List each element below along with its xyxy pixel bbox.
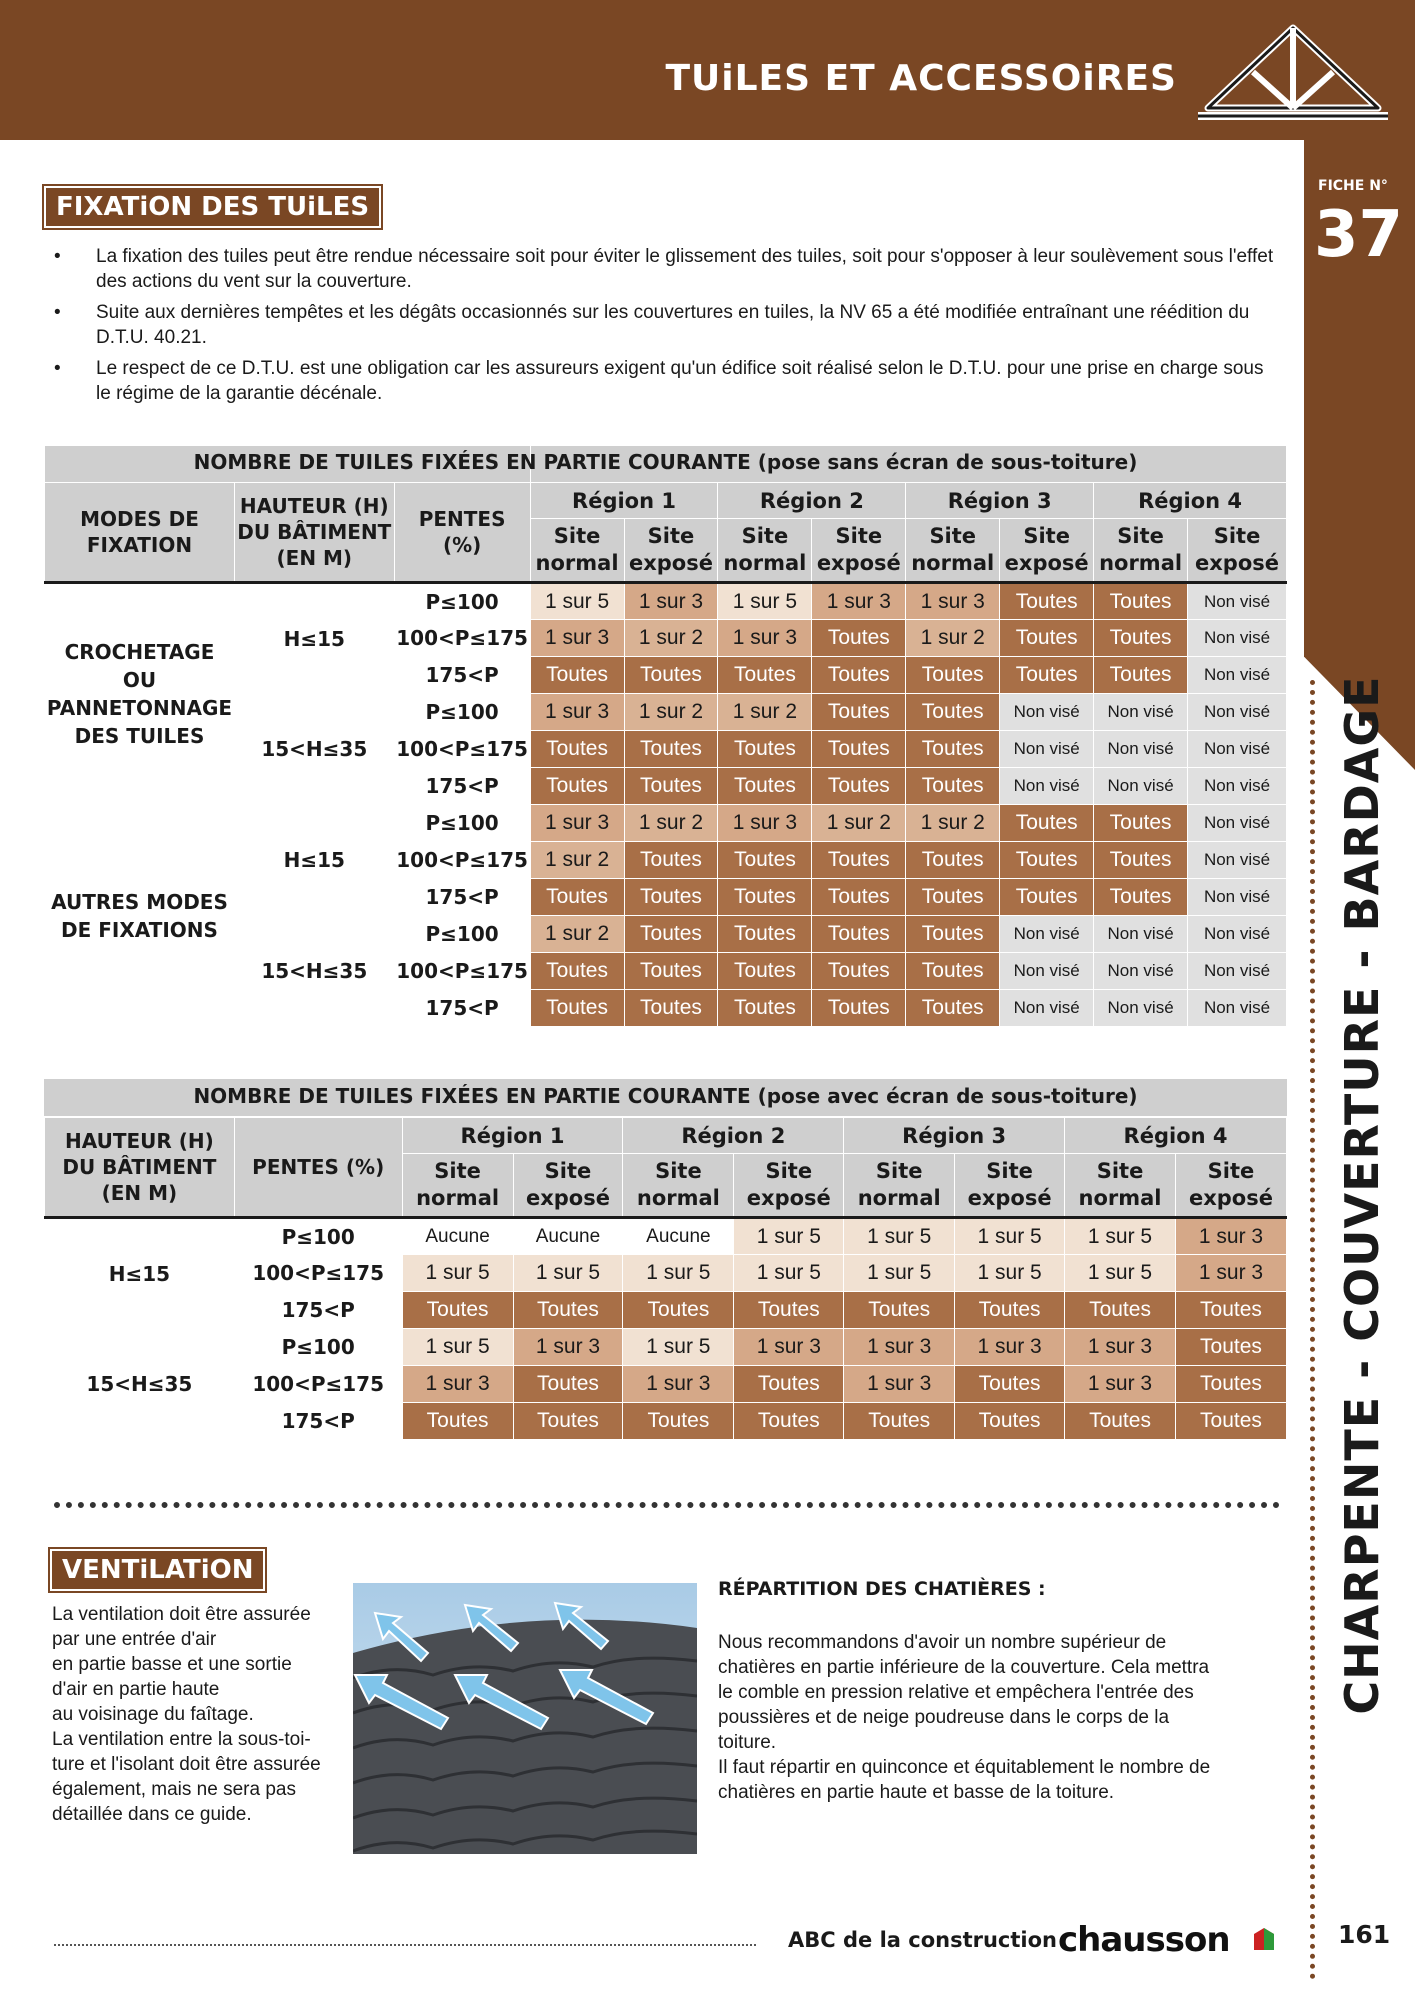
- table-cell: Toutes: [718, 657, 812, 694]
- table-cell: Toutes: [1175, 1329, 1286, 1366]
- table-cell: Toutes: [812, 879, 906, 916]
- site-normal-header: Site normal: [718, 519, 812, 583]
- table-cell: 1 sur 3: [530, 694, 624, 731]
- region-header: Région 1: [402, 1118, 623, 1154]
- pente-label: 175<P: [394, 657, 530, 694]
- pente-label: P≤100: [394, 805, 530, 842]
- ventilation-title: VENTiLATiON: [52, 1551, 263, 1589]
- table-cell: 1 sur 2: [718, 694, 812, 731]
- table-cell: Toutes: [812, 657, 906, 694]
- table-cell: Toutes: [812, 620, 906, 657]
- section-separator: [54, 1502, 1280, 1508]
- table-cell: Toutes: [812, 953, 906, 990]
- table-cell: Toutes: [955, 1292, 1065, 1329]
- table-cell: 1 sur 5: [530, 583, 624, 620]
- mode-fixation-label: AUTRES MODES DE FIXATIONS: [45, 805, 235, 1027]
- table-cell: Toutes: [844, 1292, 955, 1329]
- table-cell: Non visé: [1188, 842, 1287, 879]
- table-cell: 1 sur 2: [906, 805, 1000, 842]
- table-cell: 1 sur 5: [734, 1218, 844, 1255]
- region-header: Région 2: [718, 483, 906, 519]
- table-cell: 1 sur 3: [1065, 1329, 1176, 1366]
- table-cell: Toutes: [624, 953, 718, 990]
- site-normal-header: Site normal: [623, 1154, 734, 1218]
- table-cell: Toutes: [906, 731, 1000, 768]
- table-cell: 1 sur 5: [1065, 1218, 1176, 1255]
- table-cell: Toutes: [530, 990, 624, 1027]
- height-label: 15<H≤35: [45, 1329, 235, 1440]
- table-cell: Toutes: [530, 657, 624, 694]
- footer-guide-title: ABC de la construction: [788, 1928, 1057, 1952]
- table-cell: Toutes: [955, 1403, 1065, 1440]
- table-cell: Toutes: [812, 768, 906, 805]
- side-dotted-line: [1310, 680, 1316, 1980]
- table-cell: Non visé: [1188, 916, 1287, 953]
- table-cell: 1 sur 2: [624, 694, 718, 731]
- table-cell: Toutes: [1094, 583, 1188, 620]
- pente-label: P≤100: [234, 1218, 402, 1255]
- table-cell: Toutes: [718, 768, 812, 805]
- table-cell: Non visé: [1094, 990, 1188, 1027]
- table-cell: 1 sur 5: [623, 1255, 734, 1292]
- table-cell: Toutes: [624, 842, 718, 879]
- table-cell: Non visé: [1188, 953, 1287, 990]
- table-cell: Non visé: [1094, 694, 1188, 731]
- table1-body: [44, 482, 1287, 1027]
- table-cell: Toutes: [623, 1292, 734, 1329]
- pente-label: 175<P: [234, 1403, 402, 1440]
- table-cell: 1 sur 3: [513, 1329, 623, 1366]
- table-cell: 1 sur 2: [530, 842, 624, 879]
- height-label: 15<H≤35: [234, 694, 394, 805]
- repartition-title: RÉPARTITION DES CHATIÈRES :: [718, 1578, 1046, 1600]
- pente-label: 175<P: [394, 879, 530, 916]
- table-cell: Non visé: [1188, 805, 1287, 842]
- table-cell: Toutes: [718, 731, 812, 768]
- table-cell: 1 sur 5: [955, 1255, 1065, 1292]
- table-cell: Toutes: [513, 1292, 623, 1329]
- table-cell: 1 sur 3: [624, 583, 718, 620]
- site-normal-header: Site normal: [906, 519, 1000, 583]
- table-cell: Toutes: [624, 657, 718, 694]
- table-cell: Toutes: [1000, 657, 1094, 694]
- roof-truss-icon: [1198, 20, 1388, 130]
- table-cell: Toutes: [906, 879, 1000, 916]
- table-cell: 1 sur 3: [812, 583, 906, 620]
- table-cell: Toutes: [906, 768, 1000, 805]
- pente-label: P≤100: [234, 1329, 402, 1366]
- table-cell: 1 sur 5: [718, 583, 812, 620]
- table-cell: Toutes: [1000, 620, 1094, 657]
- table-cell: Non visé: [1188, 731, 1287, 768]
- brand-mark-icon: [1254, 1928, 1274, 1950]
- table-cell: 1 sur 2: [906, 620, 1000, 657]
- fiche-number: 37: [1314, 198, 1404, 272]
- pente-label: P≤100: [394, 583, 530, 620]
- pente-label: 100<P≤175: [394, 842, 530, 879]
- table-cell: Toutes: [623, 1403, 734, 1440]
- table-cell: Toutes: [624, 879, 718, 916]
- pente-label: 175<P: [234, 1292, 402, 1329]
- table-cell: Non visé: [1188, 879, 1287, 916]
- site-expose-header: Site exposé: [812, 519, 906, 583]
- mode-fixation-label: CROCHETAGE OU PANNETONNAGE DES TUILES: [45, 583, 235, 805]
- table-cell: Toutes: [718, 916, 812, 953]
- height-label: 15<H≤35: [234, 916, 394, 1027]
- table-cell: Toutes: [906, 990, 1000, 1027]
- region-header: Région 3: [844, 1118, 1065, 1154]
- table-cell: Toutes: [1094, 657, 1188, 694]
- table-cell: 1 sur 3: [906, 583, 1000, 620]
- table-cell: Toutes: [906, 842, 1000, 879]
- table-cell: Aucune: [402, 1218, 513, 1255]
- table-cell: Toutes: [718, 879, 812, 916]
- table-cell: 1 sur 5: [844, 1218, 955, 1255]
- pente-label: P≤100: [394, 916, 530, 953]
- table-row: [45, 1218, 1287, 1255]
- fixation-table-with-screen: [44, 1117, 1287, 1440]
- table-cell: Non visé: [1000, 953, 1094, 990]
- table-cell: Toutes: [1175, 1292, 1286, 1329]
- table-cell: Toutes: [530, 953, 624, 990]
- head-hauteur: HAUTEUR (H) DU BÂTIMENT (EN M): [234, 483, 394, 583]
- table-cell: 1 sur 5: [955, 1218, 1065, 1255]
- table-cell: Toutes: [906, 657, 1000, 694]
- table-cell: 1 sur 3: [718, 805, 812, 842]
- header-title: TUiLES ET ACCESSOiRES: [665, 58, 1177, 99]
- table-cell: Non visé: [1188, 620, 1287, 657]
- table-cell: Toutes: [1094, 842, 1188, 879]
- table-cell: Toutes: [734, 1403, 844, 1440]
- region-header: Région 2: [623, 1118, 844, 1154]
- table-cell: Non visé: [1000, 768, 1094, 805]
- table-cell: Non visé: [1188, 768, 1287, 805]
- table-cell: Toutes: [530, 731, 624, 768]
- site-normal-header: Site normal: [1065, 1154, 1176, 1218]
- pente-label: 100<P≤175: [394, 731, 530, 768]
- table-cell: Toutes: [513, 1366, 623, 1403]
- region-header: Région 4: [1094, 483, 1287, 519]
- height-label: H≤15: [234, 583, 394, 694]
- table-cell: Toutes: [402, 1403, 513, 1440]
- table-cell: Non visé: [1094, 731, 1188, 768]
- table-cell: Toutes: [812, 842, 906, 879]
- table-cell: Non visé: [1000, 990, 1094, 1027]
- table-cell: Toutes: [1000, 805, 1094, 842]
- site-expose-header: Site exposé: [624, 519, 718, 583]
- bullet-item: • Suite aux dernières tempêtes et les dégâts occasionnés sur les couvertures en tuiles, la NV 65 a été modifiée entraînant une réédition du D.T.U. 40.21.: [52, 300, 1282, 350]
- site-expose-header: Site exposé: [1188, 519, 1287, 583]
- head-pentes: PENTES (%): [234, 1118, 402, 1218]
- table-cell: Toutes: [530, 768, 624, 805]
- table-cell: Non visé: [1094, 768, 1188, 805]
- table-cell: 1 sur 3: [734, 1329, 844, 1366]
- table-cell: Toutes: [812, 916, 906, 953]
- table-cell: Non visé: [1000, 731, 1094, 768]
- table-cell: Toutes: [734, 1292, 844, 1329]
- table-cell: 1 sur 5: [623, 1329, 734, 1366]
- table-cell: Toutes: [734, 1366, 844, 1403]
- table-cell: 1 sur 3: [623, 1366, 734, 1403]
- table-cell: Toutes: [1094, 805, 1188, 842]
- side-section-title: CHARPENTE - COUVERTURE - BARDAGE: [1335, 675, 1389, 1715]
- table-cell: 1 sur 5: [1065, 1255, 1176, 1292]
- table-cell: 1 sur 3: [1175, 1255, 1286, 1292]
- table-cell: Non visé: [1000, 916, 1094, 953]
- head-pentes: PENTES (%): [394, 483, 530, 583]
- pente-label: 100<P≤175: [394, 620, 530, 657]
- table-cell: 1 sur 5: [402, 1255, 513, 1292]
- footer-dotted-line: [54, 1944, 756, 1946]
- region-header: Région 4: [1065, 1118, 1287, 1154]
- site-normal-header: Site normal: [844, 1154, 955, 1218]
- table-cell: Toutes: [718, 953, 812, 990]
- table-cell: Non visé: [1188, 657, 1287, 694]
- pente-label: 100<P≤175: [234, 1366, 402, 1403]
- page-number: 161: [1338, 1920, 1391, 1949]
- table-cell: 1 sur 3: [844, 1329, 955, 1366]
- table-cell: 1 sur 3: [1175, 1218, 1286, 1255]
- roof-ventilation-photo: [353, 1583, 697, 1854]
- bullet-item: • La fixation des tuiles peut être rendue nécessaire soit pour éviter le glissement des tuiles, soit pour s'opposer à leur soulèvement sous l'effet des actions du vent sur la couverture.: [52, 244, 1282, 294]
- table-cell: Toutes: [844, 1403, 955, 1440]
- table-row: [45, 583, 1287, 620]
- table-cell: Toutes: [402, 1292, 513, 1329]
- fiche-label: FICHE N°: [1318, 178, 1388, 194]
- table-cell: Toutes: [1000, 879, 1094, 916]
- table-cell: Toutes: [812, 731, 906, 768]
- pente-label: 175<P: [394, 768, 530, 805]
- site-expose-header: Site exposé: [734, 1154, 844, 1218]
- pente-label: P≤100: [394, 694, 530, 731]
- fixation-title: FIXATiON DES TUiLES: [46, 188, 379, 226]
- table-cell: Toutes: [624, 916, 718, 953]
- table-cell: Toutes: [513, 1403, 623, 1440]
- table-cell: Toutes: [906, 916, 1000, 953]
- table-cell: Toutes: [955, 1366, 1065, 1403]
- table-cell: Toutes: [718, 990, 812, 1027]
- region-header: Région 3: [906, 483, 1094, 519]
- table-cell: 1 sur 3: [1065, 1366, 1176, 1403]
- head-modes: MODES DE FIXATION: [45, 483, 235, 583]
- table-cell: Non visé: [1094, 916, 1188, 953]
- table-cell: Toutes: [812, 694, 906, 731]
- table-cell: 1 sur 5: [734, 1255, 844, 1292]
- region-header: Région 1: [530, 483, 718, 519]
- table-cell: Toutes: [1175, 1403, 1286, 1440]
- table-cell: Toutes: [624, 731, 718, 768]
- bullet-item: • Le respect de ce D.T.U. est une obligation car les assureurs exigent qu'un édifice soit réalisé selon le D.T.U. pour une prise en charge sous le régime de la garantie décénale.: [52, 356, 1282, 406]
- table-cell: Toutes: [624, 990, 718, 1027]
- table-cell: Toutes: [1065, 1292, 1176, 1329]
- table-cell: 1 sur 5: [844, 1255, 955, 1292]
- height-label: H≤15: [234, 805, 394, 916]
- table-cell: Aucune: [513, 1218, 623, 1255]
- ventilation-text: La ventilation doit être assurée par une entrée d'air en partie basse et une sortie d'air en partie haute au voisinage du faîtage. La ventilation entre la sous-toi- ture et l'isolant doit être assurée également, mais ne sera pas détaillée dans ce guide.: [52, 1604, 321, 1825]
- fixation-bullets: [52, 244, 1282, 412]
- table-cell: Toutes: [624, 768, 718, 805]
- table-cell: Non visé: [1000, 694, 1094, 731]
- table-cell: Toutes: [812, 990, 906, 1027]
- table-row: [45, 805, 1287, 842]
- table-cell: 1 sur 5: [513, 1255, 623, 1292]
- table2-title: NOMBRE DE TUILES FIXÉES EN PARTIE COURANTE (pose avec écran de sous-toiture): [193, 1084, 1138, 1108]
- table-cell: Toutes: [718, 842, 812, 879]
- table-cell: Toutes: [1000, 842, 1094, 879]
- table-cell: Toutes: [1175, 1366, 1286, 1403]
- brand-logo: chausson: [1058, 1920, 1230, 1960]
- table-cell: 1 sur 2: [812, 805, 906, 842]
- table-cell: 1 sur 3: [402, 1366, 513, 1403]
- table1-title: NOMBRE DE TUILES FIXÉES EN PARTIE COURANTE (pose sans écran de sous-toiture): [193, 450, 1138, 474]
- table-cell: Non visé: [1188, 583, 1287, 620]
- table-cell: Toutes: [1094, 879, 1188, 916]
- table-cell: 1 sur 2: [624, 620, 718, 657]
- table-cell: Non visé: [1188, 990, 1287, 1027]
- site-expose-header: Site exposé: [1000, 519, 1094, 583]
- table-cell: Non visé: [1188, 694, 1287, 731]
- site-normal-header: Site normal: [530, 519, 624, 583]
- table-cell: 1 sur 3: [844, 1366, 955, 1403]
- table-cell: Toutes: [530, 879, 624, 916]
- height-label: H≤15: [45, 1218, 235, 1329]
- table-cell: Toutes: [1094, 620, 1188, 657]
- table-cell: Toutes: [1065, 1403, 1176, 1440]
- table-cell: 1 sur 3: [718, 620, 812, 657]
- pente-label: 100<P≤175: [234, 1255, 402, 1292]
- table-cell: 1 sur 5: [402, 1329, 513, 1366]
- table-cell: 1 sur 3: [530, 805, 624, 842]
- site-expose-header: Site exposé: [513, 1154, 623, 1218]
- site-normal-header: Site normal: [402, 1154, 513, 1218]
- header-band: [0, 0, 1415, 140]
- pente-label: 100<P≤175: [394, 953, 530, 990]
- table-cell: Toutes: [1000, 583, 1094, 620]
- site-expose-header: Site exposé: [955, 1154, 1065, 1218]
- repartition-text: Nous recommandons d'avoir un nombre supérieur de chatières en partie inférieure de la couverture. Cela mettra le comble en pression relative et empêchera l'entrée des poussières et de neige poudreuse dans le corps de la toiture. Il faut répartir en quinconce et équitablement le nombre de chatières en partie haute et basse de la toiture.: [718, 1632, 1211, 1803]
- table-cell: Aucune: [623, 1218, 734, 1255]
- table-cell: Toutes: [906, 694, 1000, 731]
- table-cell: Toutes: [906, 953, 1000, 990]
- table-cell: Non visé: [1094, 953, 1188, 990]
- table-cell: 1 sur 2: [624, 805, 718, 842]
- table-cell: 1 sur 2: [530, 916, 624, 953]
- table-cell: 1 sur 3: [530, 620, 624, 657]
- head-hauteur: HAUTEUR (H) DU BÂTIMENT (EN M): [45, 1118, 235, 1218]
- table-row: [45, 1329, 1287, 1366]
- site-expose-header: Site exposé: [1175, 1154, 1286, 1218]
- pente-label: 175<P: [394, 990, 530, 1027]
- site-normal-header: Site normal: [1094, 519, 1188, 583]
- table-cell: 1 sur 3: [955, 1329, 1065, 1366]
